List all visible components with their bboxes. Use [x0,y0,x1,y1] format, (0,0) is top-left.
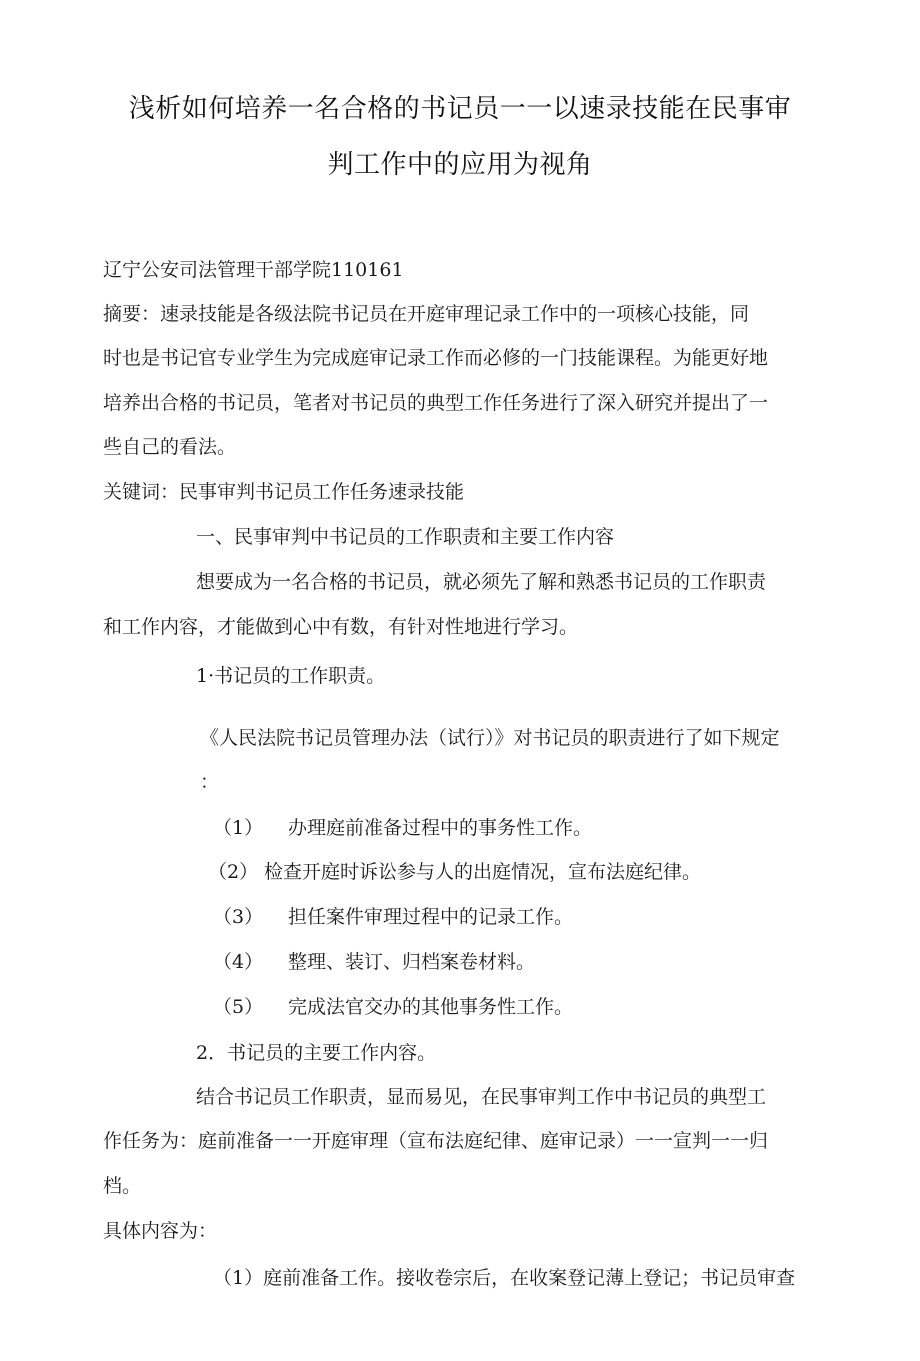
section-1-intro-line-2: 和工作内容，才能做到心中有数，有针对性地进行学习。 [103,616,579,638]
duty-text: 担任案件审理过程中的记录工作。 [288,906,574,928]
specific-item-1: （1）庭前准备工作。接收卷宗后，在收案登记薄上登记；书记员审查 [213,1267,796,1289]
duty-number: （3） [213,906,264,928]
section-1-intro-line-1: 想要成为一名合格的书记员，就必须先了解和熟悉书记员的工作职责 [196,571,767,593]
duty-item-3 [213,905,573,929]
duty-item-4 [213,950,535,974]
subsection-1-heading: 1·书记员的工作职责。 [196,665,386,687]
combined-line-3: 档。 [103,1175,142,1197]
subsection-2-heading: 2．书记员的主要工作内容。 [196,1042,437,1064]
author-affiliation: 辽宁公安司法管理干部学院110161 [103,259,404,281]
duty-number: （1） [213,817,264,839]
abstract-line-1: 摘要：速录技能是各级法院书记员在开庭审理记录工作中的一项核心技能，同 [103,303,750,325]
duty-text: 完成法官交办的其他事务性工作。 [288,996,574,1018]
specific-content-label: 具体内容为： [103,1220,218,1242]
regulation-line-1: 《人民法院书记员管理办法（试行）》对书记员的职责进行了如下规定 [200,727,780,749]
document-title-line-1: 浅析如何培养一名合格的书记员一一以速录技能在民事审 [128,94,792,124]
section-1-heading: 一、民事审判中书记员的工作职责和主要工作内容 [196,526,615,548]
combined-line-1: 结合书记员工作职责，显而易见，在民事审判工作中书记员的典型工 [196,1086,767,1108]
duty-text: 检查开庭时诉讼参与人的出庭情况，宣布法庭纪律。 [264,861,702,883]
keywords: 关键词：民事审判书记员工作任务速录技能 [103,481,465,503]
duty-number: （2） [208,861,259,883]
abstract-line-4: 些自己的看法。 [103,436,237,458]
duty-item-5 [213,995,573,1019]
duty-item-2 [208,860,701,884]
duty-text: 办理庭前准备过程中的事务性工作。 [288,817,593,839]
combined-line-2: 作任务为：庭前准备一一开庭审理（宣布法庭纪律、庭审记录）一一宣判一一归 [103,1130,769,1152]
document-title-line-2: 判工作中的应用为视角 [327,150,593,180]
duty-item-1 [213,816,592,840]
regulation-line-2: ： [200,771,220,793]
duty-number: （5） [213,996,264,1018]
abstract-line-2: 时也是书记官专业学生为完成庭审记录工作而必修的一门技能课程。为能更好地 [103,347,769,369]
duty-number: （4） [213,951,264,973]
duty-text: 整理、装订、归档案卷材料。 [288,951,536,973]
abstract-line-3: 培养出合格的书记员，笔者对书记员的典型工作任务进行了深入研究并提出了一 [103,392,769,414]
